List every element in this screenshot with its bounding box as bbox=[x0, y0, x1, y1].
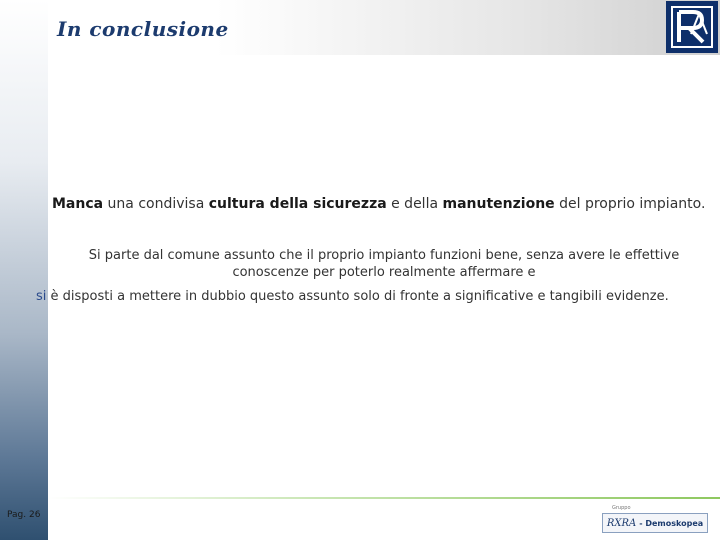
assumption-line-1: Si parte dal comune assunto che il proprio impianto funzioni bene, senza avere le effettive bbox=[88, 248, 680, 263]
page-number: Pag. 26 bbox=[7, 510, 41, 520]
left-gradient-bar bbox=[0, 0, 48, 540]
footer-logo-box bbox=[602, 513, 708, 533]
statement-evidence bbox=[36, 289, 720, 304]
assumption-line-2: conoscenze per poterlo realmente affermare e bbox=[232, 265, 536, 280]
text-segment: è disposti a mettere in dubbio questo assunto solo di fronte a significative e tangibili evidenze. bbox=[46, 289, 669, 304]
text-manutenzione: manutenzione bbox=[442, 196, 555, 212]
ra-monogram-logo bbox=[666, 1, 718, 53]
text-manca: Manca bbox=[52, 196, 104, 212]
text-segment: del proprio impianto. bbox=[554, 196, 706, 212]
statement-culture bbox=[52, 196, 720, 212]
text-cultura-sicurezza: cultura della sicurezza bbox=[208, 196, 387, 212]
footer-accent-line bbox=[48, 497, 720, 499]
group-label: Gruppo bbox=[612, 505, 631, 511]
logo-demoskopea-text: - Demoskopea bbox=[639, 518, 704, 528]
ra-monogram-icon bbox=[669, 4, 715, 50]
text-si: si bbox=[36, 289, 47, 304]
text-segment: una condivisa bbox=[103, 196, 209, 212]
statement-assumption bbox=[48, 247, 720, 281]
ra-demoskopea-logo bbox=[592, 505, 710, 537]
logo-ra-text: RXRA bbox=[606, 517, 637, 529]
text-segment: e della bbox=[386, 196, 443, 212]
slide-title: In conclusione bbox=[57, 17, 229, 41]
